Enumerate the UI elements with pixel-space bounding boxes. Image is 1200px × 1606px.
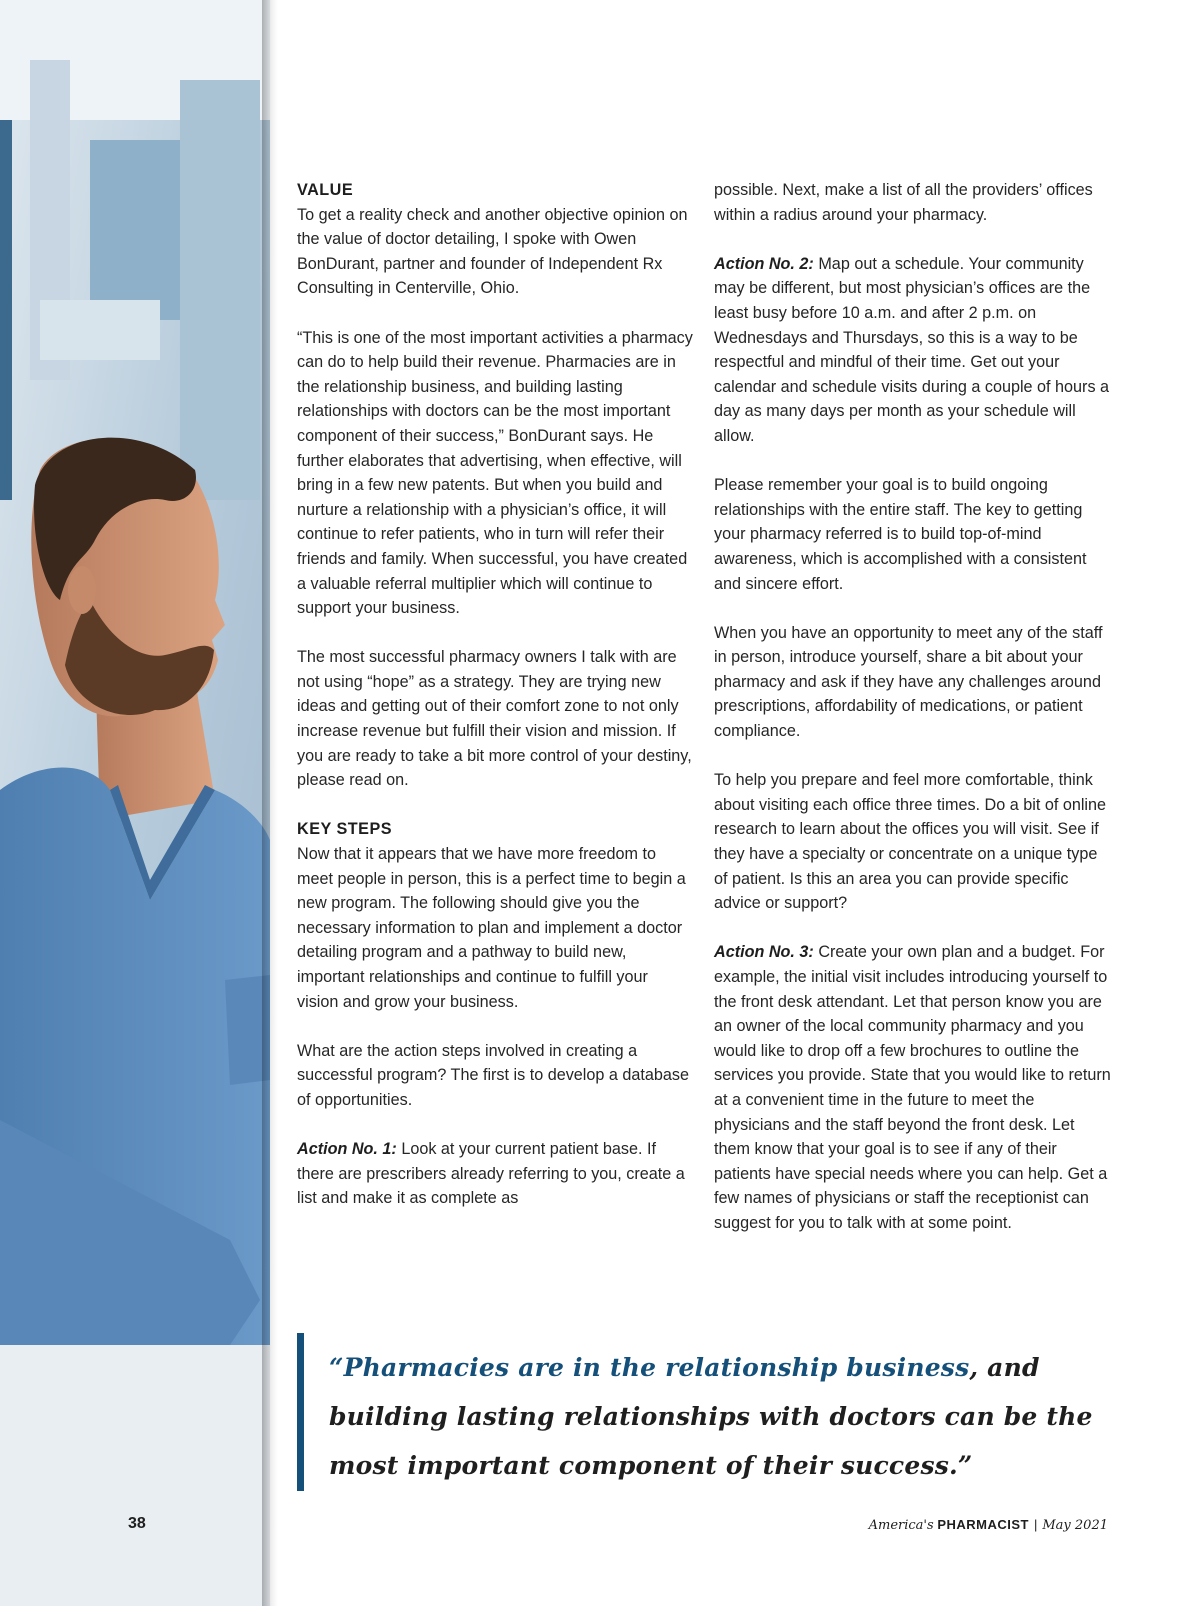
action-2-paragraph — [714, 252, 1114, 449]
value-paragraph-3: The most successful pharmacy owners I talk with are not using “hope” as a strategy. They are trying new ideas and getting out of their comfort zone to not only increase revenue but fulfill their vision and mission. If you are ready to take a bit more control of your destiny, please read on. — [297, 648, 692, 790]
publication-masthead — [869, 1517, 1108, 1533]
action-1-paragraph — [297, 1137, 693, 1211]
action-3-text: Create your own plan and a budget. For example, the initial visit includes introducing yourself to the front desk attendant. Let that person know you are an owner of the local community pharmacy and you would like to drop off a few brochures to outline the services you provide. State that you would like to return at a convenient time in the future to meet the physicians and the staff beyond the front desk. Let them know that your goal is to see if any of their patients have special needs where you can help. Get a few names of physicians or staff the receptionist can suggest for you to talk with at some point. — [714, 943, 1111, 1232]
issue-date: May 2021 — [1042, 1518, 1108, 1533]
action-3-paragraph — [714, 940, 1114, 1235]
pull-quote-open-mark: “ — [329, 1353, 344, 1382]
action-3-label: Action No. 3: — [714, 943, 814, 962]
action-2-label: Action No. 2: — [714, 254, 814, 273]
pull-quote — [297, 1333, 1124, 1491]
action-1-text: Look at your current patient base. If there are prescribers already referring to you, create a list and make it as complete as — [297, 1140, 685, 1208]
action-1-continued: possible. Next, make a list of all the providers’ offices within a radius around your pharmacy. — [714, 181, 1093, 224]
pull-quote-highlight: Pharmacies are in the relationship business — [343, 1353, 970, 1382]
right-column — [714, 178, 1114, 1260]
key-steps-paragraph-2: What are the action steps involved in creating a successful program? The first is to develop a database of opportunities. — [297, 1041, 690, 1109]
left-column — [297, 178, 693, 1236]
value-paragraph-2: “This is one of the most important activities a pharmacy can do to help build their revenue. Pharmacies are in the relationship business, and building lasting relationships with doctors can be the most important component of their success,” BonDurant says. He further elaborates that advertising, when effective, will bring in a few new patents. But when you build and nurture a relationship with a physician’s office, it will continue to refer patients, who in turn will refer their friends and family. When successful, you have created a valuable referral multiplier which will continue to support your business. — [297, 328, 693, 618]
action-1-label: Action No. 1: — [297, 1140, 397, 1159]
page-gutter-shadow — [262, 0, 278, 1606]
pharmacist-photo — [0, 0, 270, 1606]
action-2-text: Map out a schedule. Your community may be different, but most physician’s offices are the least busy before 10 a.m. and after 2 p.m. on Wednesdays and Thursdays, so this is a way to be respectful and mindful of their time. Get out your calendar and schedule visits during a couple of hours a day as many days per month as your schedule will allow. — [714, 254, 1110, 445]
value-heading: VALUE — [297, 181, 354, 199]
pull-quote-rest: , and building lasting relationships with doctors can be the most important component of their success.” — [329, 1353, 1093, 1480]
publication-name: PHARMACIST — [937, 1517, 1029, 1532]
meet-staff-paragraph: When you have an opportunity to meet any of the staff in person, introduce yourself, share a bit about your pharmacy and ask if they have any challenges around prescriptions, affordability of medications, or patient compliance. — [714, 623, 1103, 741]
publication-prefix: America's — [868, 1518, 934, 1533]
key-steps-paragraph-1: Now that it appears that we have more freedom to meet people in person, this is a perfect time to begin a new program. The following should give you the necessary information to plan and implement a doctor detailing program and a pathway to build new, important relationships and continue to fulfill your vision and grow your business. — [297, 845, 686, 1011]
goal-paragraph: Please remember your goal is to build ongoing relationships with the entire staff. The key to getting your pharmacy referred is to build top-of-mind awareness, which is accomplished with a consistent and sincere effort. — [714, 476, 1087, 593]
masthead-separator: | — [1033, 1517, 1038, 1532]
key-steps-heading: KEY STEPS — [297, 820, 393, 839]
pull-quote-text — [329, 1333, 1124, 1490]
value-paragraph-1: To get a reality check and another objective opinion on the value of doctor detailing, I spoke with Owen BonDurant, partner and founder of Independent Rx Consulting in Centerville, Ohio. — [297, 205, 688, 298]
page-number: 38 — [128, 1515, 146, 1532]
prepare-paragraph: To help you prepare and feel more comfortable, think about visiting each office three times. Do a bit of online research to learn about the offices you will visit. See if they have a specialty or concentrate on a unique type of patient. Is this an area you can provide specific advice or support? — [714, 771, 1107, 913]
